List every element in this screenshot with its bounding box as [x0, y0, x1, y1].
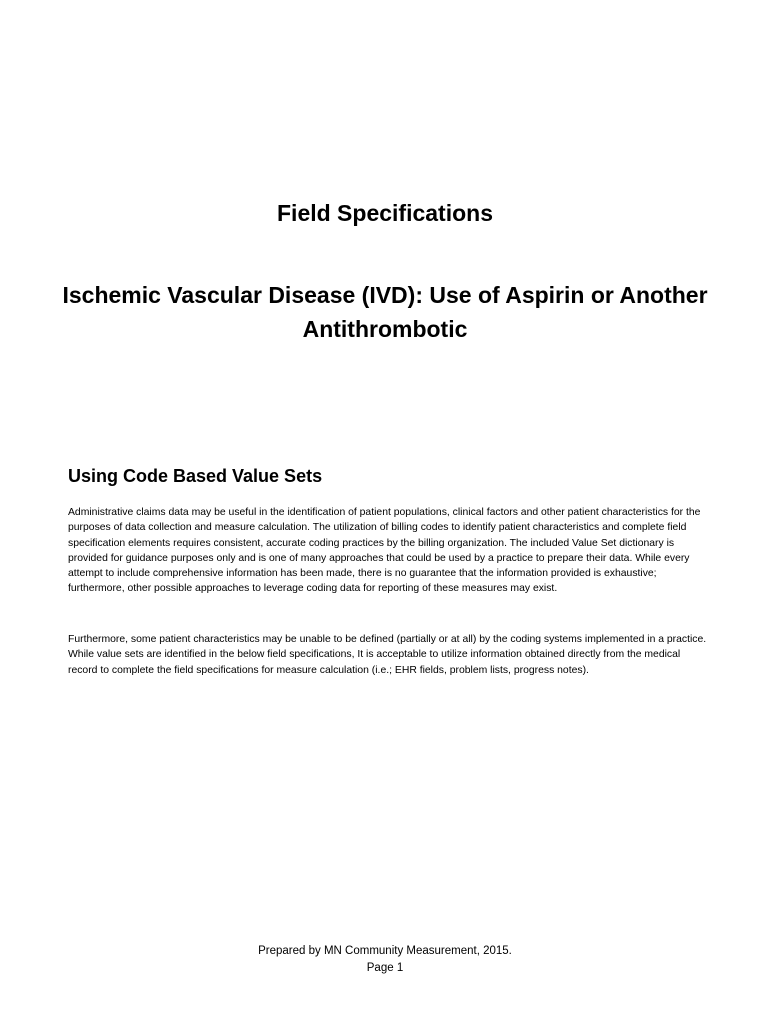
document-title: Field Specifications: [277, 200, 493, 226]
footer-page-number: Page 1: [366, 962, 404, 974]
body-paragraph-patient-characteristics: Furthermore, some patient characteristics may be unable to be defined (partially or at all) by the coding systems implemented in a practice. While value sets are identified in the below field specifications, It is acceptable to utilize information obtained directly from the medical record to complete the field specifications for measure calculation (i.e.; EHR fields, problem lists, progress notes).: [68, 634, 707, 676]
body-paragraph-claims-data: Administrative claims data may be useful in the identification of patient populations, clinical factors and other patient characteristics for the purposes of data collection and measure calculation. The utilization of billing codes to identify patient characteristics and complete field specification elements requires consistent, accurate coding practices by the billing organization. The included Value Set dictionary is provided for guidance purposes only and is one of many approaches that could be used by a practice to prepare their data. While every attempt to include comprehensive information has been made, there is no guarantee that the information provided is exhaustive; furthermore, other possible approaches to leverage coding data for reporting of these measures may exist.: [68, 507, 701, 595]
section-heading: Using Code Based Value Sets: [68, 466, 323, 486]
footer-prepared-by: Prepared by MN Community Measurement, 2015.: [258, 945, 512, 957]
document-subtitle: Ischemic Vascular Disease (IVD): Use of Aspirin or Another Antithrombotic: [62, 282, 708, 342]
